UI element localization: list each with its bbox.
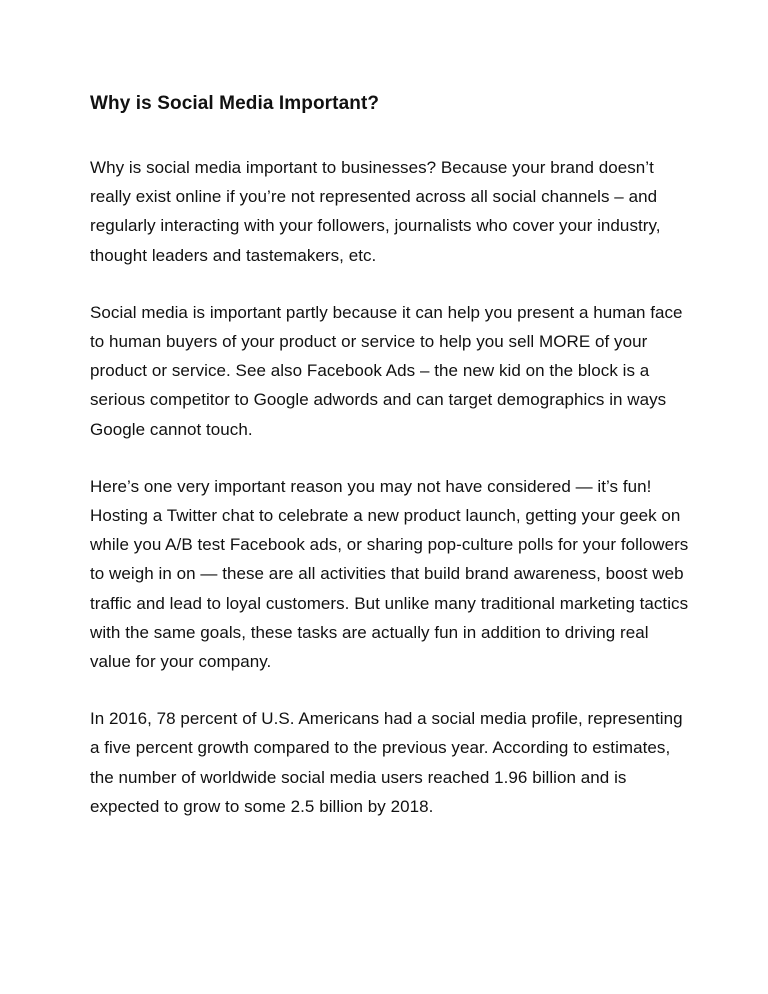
paragraph-human-face: Social media is important partly because it can help you present a human face to human buyers of your product or service to help you sell MORE of your product or service. See also Facebook Ads – the new kid on the block is a serious competitor to Google adwords and can target demographics in ways Google cannot touch. (90, 302, 683, 439)
paragraph-why-important: Why is social media important to businesses? Because your brand doesn’t really exist online if you’re not represented across all social channels – and regularly interacting with your followers, journalists who cover your industry, thought leaders and tastemakers, etc. (90, 158, 661, 265)
document-body (90, 90, 690, 821)
paragraph-statistics: In 2016, 78 percent of U.S. Americans had a social media profile, representing a five percent growth compared to the previous year. According to estimates, the number of worldwide social media users reached 1.96 billion and is expected to grow to some 2.5 billion by 2018. (90, 709, 683, 816)
paragraph-fun-reason: Here’s one very important reason you may not have considered — it’s fun! Hosting a Twitter chat to celebrate a new product launch, getting your geek on while you A/B test Facebook ads, or sharing pop-culture polls for your followers to weigh in on — these are all activities that build brand awareness, boost web traffic and lead to loyal customers. But unlike many traditional marketing tactics with the same goals, these tasks are actually fun in addition to driving real value for your company. (90, 476, 689, 672)
document-title: Why is Social Media Important? (90, 93, 380, 114)
